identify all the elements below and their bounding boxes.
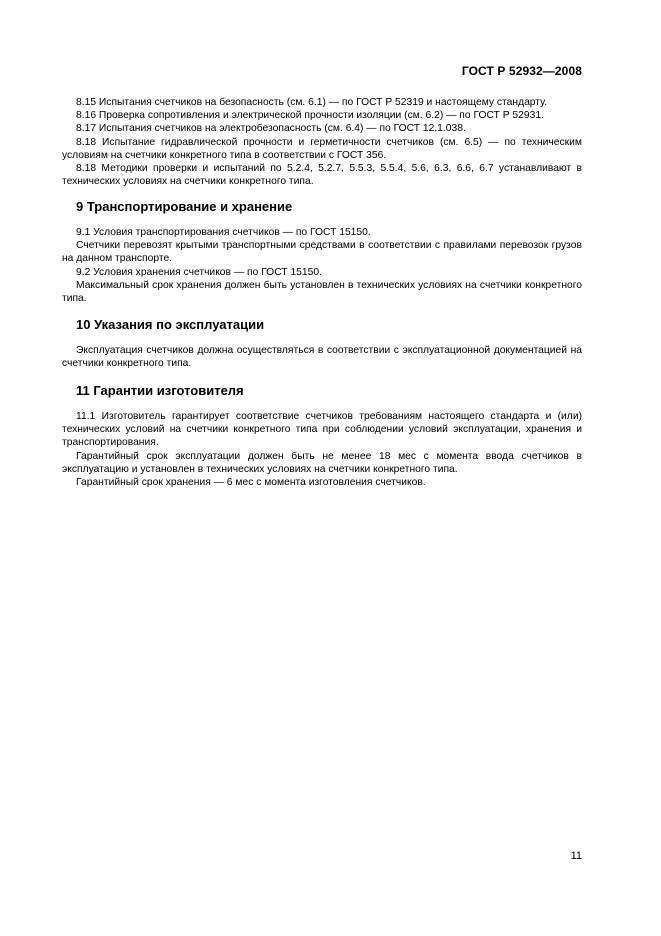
page-number: 11 xyxy=(570,850,582,862)
section-9-body xyxy=(62,226,582,305)
paragraph-8-18-methods: 8.18 Методики проверки и испытаний по 5.2.4, 5.2.7, 5.5.3, 5.5.4, 5.6, 6.3, 6.6, 6.7 устанавливают в технических условиях на счетчики конкретного типа. xyxy=(62,163,582,188)
paragraph-8-15: 8.15 Испытания счетчиков на безопасность (см. 6.1) — по ГОСТ Р 52319 и настоящему стандарту. xyxy=(76,97,548,108)
paragraph-9-2: 9.2 Условия хранения счетчиков — по ГОСТ 15150. xyxy=(76,266,322,278)
paragraph-9-2-shelf-life: Максимальный срок хранения должен быть установлен в технических условиях на счетчики конкретного типа. xyxy=(62,279,582,305)
standard-designation: ГОСТ Р 52932—2008 xyxy=(461,64,582,78)
paragraph-8-18-hydraulic: 8.18 Испытание гидравлической прочности и герметичности счетчиков (см. 6.5) — по техническим условиям на счетчики конкретного типа в соответствии с ГОСТ 356. xyxy=(62,136,582,161)
paragraph-11-1: 11.1 Изготовитель гарантирует соответствие счетчиков требованиям настоящего стандарта и (или) технических условий на счетчики конкретного типа при соблюдении условий эксплуатации, хранения и транспортирования. xyxy=(62,411,582,449)
paragraph-11-warranty-storage: Гарантийный срок хранения — 6 мес с момента изготовления счетчиков. xyxy=(76,477,426,489)
section-9-heading: 9 Транспортирование и хранение xyxy=(76,199,293,214)
section-10-body xyxy=(62,344,582,370)
paragraph-11-warranty-operation: Гарантийный срок эксплуатации должен быть не менее 18 мес с момента ввода счетчиков в эксплуатацию и установлен в технических условиях на счетчики конкретного типа. xyxy=(62,450,582,475)
paragraph-10-operation: Эксплуатация счетчиков должна осуществляться в соответствии с эксплуатационной документацией на счетчики конкретного типа. xyxy=(62,345,582,370)
paragraph-8-17: 8.17 Испытания счетчиков на электробезопасность (см. 6.4) — по ГОСТ 12.1.038. xyxy=(76,123,466,135)
section-10-heading: 10 Указания по эксплуатации xyxy=(76,317,265,332)
paragraph-9-1-transport: Счетчики перевозят крытыми транспортными средствами в соответствии с правилами перевозок грузов на данном транспорте. xyxy=(62,240,582,265)
section-11-heading: 11 Гарантии изготовителя xyxy=(76,383,244,398)
paragraph-9-1: 9.1 Условия транспортирования счетчиков — по ГОСТ 15150. xyxy=(76,227,371,238)
document-page xyxy=(62,0,582,936)
section-11-body xyxy=(62,410,582,489)
paragraph-8-16: 8.16 Проверка сопротивления и электрической прочности изоляции (см. 6.2) — по ГОСТ Р 52931. xyxy=(76,110,544,122)
section-8-tests xyxy=(62,96,582,188)
